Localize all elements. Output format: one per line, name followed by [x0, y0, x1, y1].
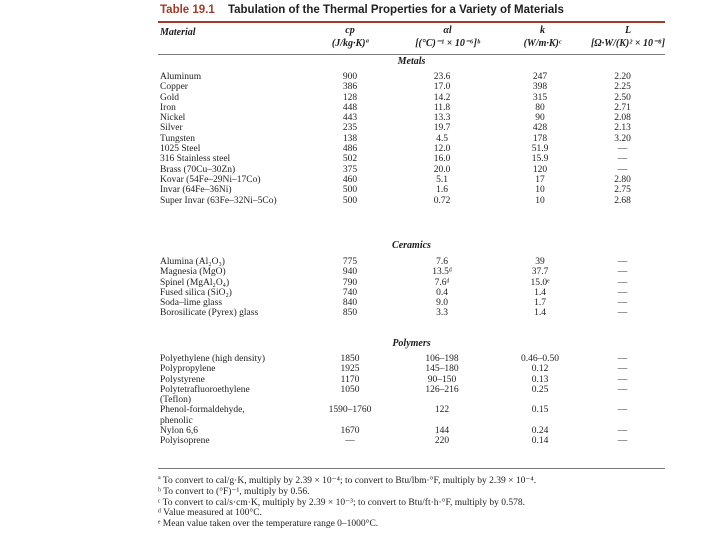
table-row — [160, 354, 665, 364]
table-row — [160, 308, 665, 318]
cell-alpha: 144 — [434, 426, 450, 437]
cell-k: 0.14 — [531, 436, 549, 447]
table-row — [160, 113, 665, 123]
metals-rows — [160, 72, 665, 206]
cell-material: Borosilicate (Pyrex) glass — [160, 308, 259, 319]
cell-cp: 500 — [342, 195, 358, 206]
cell-L: — — [617, 298, 628, 309]
cell-cp: 500 — [342, 185, 358, 196]
cell-k: 1.4 — [534, 287, 546, 298]
header-rule — [158, 54, 665, 55]
table-row — [160, 278, 665, 288]
cell-alpha: 12.0 — [433, 144, 451, 155]
cell-cp: 128 — [342, 92, 358, 103]
footer-rule — [158, 468, 665, 469]
ceramics-rows — [160, 257, 665, 319]
cell-material: Polyethylene (high density) — [160, 354, 266, 364]
cell-alpha: 23.6 — [433, 72, 451, 82]
cell-material: Iron — [160, 102, 176, 113]
cell-material: Alumina (Al₂O₃) — [160, 257, 225, 267]
table-row — [160, 175, 665, 185]
cell-material: (Teflon) — [160, 395, 191, 406]
header-material: Material — [160, 27, 196, 38]
cell-L: — — [617, 364, 628, 375]
cell-material: Silver — [160, 123, 183, 134]
footnote-e: ᵉ Mean value taken over the temperature range 0–1000°C. — [158, 519, 379, 530]
cell-cp: 443 — [342, 113, 358, 124]
cell-cp: 460 — [342, 174, 358, 185]
cell-k: 247 — [532, 72, 548, 82]
cell-L: 2.68 — [614, 195, 631, 206]
cell-L: — — [617, 277, 628, 288]
cell-material: Polypropylene — [160, 364, 216, 375]
cell-cp: 138 — [342, 133, 358, 144]
cell-alpha: 19.7 — [433, 123, 451, 134]
cell-alpha: 16.0 — [433, 154, 451, 165]
cell-alpha: 0.4 — [436, 287, 448, 298]
table-row — [160, 375, 665, 385]
cell-k: 0.12 — [531, 364, 549, 375]
cell-k: 15.0ᵉ — [530, 277, 550, 288]
cell-material: Gold — [160, 92, 179, 103]
cell-cp: 1590–1760 — [328, 405, 372, 416]
cell-material: Polystyrene — [160, 374, 205, 385]
cell-L: — — [617, 257, 628, 267]
cell-L: 2.71 — [614, 102, 631, 113]
table-number: Table 19.1 — [160, 4, 215, 16]
section-metals: Metals — [397, 56, 426, 67]
cell-material: Tungsten — [160, 133, 196, 144]
header-L: L [Ω·W/(K)² × 10⁻⁸] — [590, 25, 666, 49]
cell-cp: — — [345, 436, 355, 447]
cell-k: 428 — [532, 123, 548, 134]
cell-L: — — [617, 405, 628, 416]
footnotes — [158, 476, 678, 530]
cell-material: Magnesia (MgO) — [160, 267, 226, 278]
cell-material: Soda–lime glass — [160, 298, 223, 309]
cell-alpha: 13.5ᵈ — [432, 267, 452, 278]
table-row — [160, 257, 665, 267]
table-row — [160, 416, 665, 426]
cell-k: 17 — [535, 174, 545, 185]
cell-L: — — [617, 154, 628, 165]
cell-L: — — [617, 354, 628, 364]
header-k: k (W/m·K)ᶜ — [523, 25, 562, 49]
cell-cp: 1050 — [340, 384, 360, 395]
cell-material: Polyisoprene — [160, 436, 210, 447]
cell-alpha: 14.2 — [433, 92, 451, 103]
cell-alpha: 106–198 — [425, 354, 459, 364]
table-row — [160, 185, 665, 195]
cell-alpha: 17.0 — [433, 82, 451, 93]
cell-L: 2.80 — [614, 174, 631, 185]
table-caption — [160, 4, 564, 20]
cell-cp: 840 — [342, 298, 358, 309]
cell-alpha: 122 — [434, 405, 450, 416]
cell-alpha: 7.6ᵈ — [434, 277, 450, 288]
table-title: Tabulation of the Thermal Properties for a Variety of Materials — [227, 4, 564, 16]
cell-k: 120 — [532, 164, 548, 175]
cell-k: 315 — [532, 92, 548, 103]
cell-L: 2.08 — [614, 113, 631, 124]
cell-L: — — [617, 144, 628, 155]
table-row — [160, 72, 665, 82]
cell-k: 90 — [535, 113, 545, 124]
cell-L: 2.13 — [614, 123, 631, 134]
cell-cp: 790 — [342, 277, 358, 288]
cell-cp: 375 — [342, 164, 358, 175]
footnote-a: ª To convert to cal/g·K, multiply by 2.39 × 10⁻⁴; to convert to Btu/lbm·°F, multiply by 2.39 × 10⁻⁴. — [158, 476, 537, 486]
cell-L: — — [617, 164, 628, 175]
cell-k: 178 — [532, 133, 548, 144]
cell-material: phenolic — [160, 415, 193, 426]
cell-alpha: 220 — [434, 436, 450, 447]
cell-k: 10 — [535, 185, 545, 196]
cell-alpha: 126–216 — [425, 384, 459, 395]
cell-material: Invar (64Fe–36Ni) — [160, 185, 232, 196]
cell-alpha: 5.1 — [436, 174, 448, 185]
cell-k: 37.7 — [531, 267, 549, 278]
cell-k: 39 — [535, 257, 545, 267]
cell-material: Super Invar (63Fe–32Ni–5Co) — [160, 195, 277, 206]
cell-cp: 940 — [342, 267, 358, 278]
table-row — [160, 288, 665, 298]
cell-k: 1.4 — [534, 308, 546, 319]
cell-cp: 1670 — [340, 426, 360, 437]
table-row — [160, 364, 665, 374]
cell-L: — — [617, 308, 628, 319]
polymers-rows — [160, 354, 665, 447]
cell-cp: 1850 — [340, 354, 360, 364]
table-row — [160, 154, 665, 164]
cell-cp: 1925 — [340, 364, 360, 375]
cell-k: 0.25 — [531, 384, 549, 395]
cell-alpha: 90–150 — [427, 374, 457, 385]
cell-material: Kovar (54Fe–29Ni–17Co) — [160, 174, 261, 185]
cell-cp: 486 — [342, 144, 358, 155]
table-row — [160, 267, 665, 277]
cell-material: Aluminum — [160, 72, 202, 82]
cell-L: — — [617, 374, 628, 385]
cell-cp: 1170 — [340, 374, 360, 385]
cell-material: Spinel (MgAl₂O₄) — [160, 277, 230, 288]
table-row — [160, 405, 665, 415]
cell-cp: 502 — [342, 154, 358, 165]
cell-alpha: 20.0 — [433, 164, 451, 175]
cell-L: 3.20 — [614, 133, 631, 144]
footnote-d: ᵈ Value measured at 100°C. — [158, 508, 262, 519]
cell-alpha: 3.3 — [436, 308, 448, 319]
footnote-c: ᶜ To convert to cal/s·cm·K, multiply by 2.39 × 10⁻³; to convert to Btu/ft·h·°F, multiply by 0.578. — [158, 497, 525, 508]
cell-alpha: 1.6 — [436, 185, 448, 196]
table-row — [160, 436, 665, 446]
cell-alpha: 9.0 — [436, 298, 448, 309]
cell-alpha: 13.3 — [433, 113, 451, 124]
cell-k: 10 — [535, 195, 545, 206]
cell-alpha: 4.5 — [436, 133, 448, 144]
header-alpha: αl [(°C)⁻¹ × 10⁻⁶]ᵇ — [415, 25, 480, 49]
cell-k: 0.15 — [531, 405, 549, 416]
cell-k: 1.7 — [534, 298, 546, 309]
cell-k: 51.9 — [531, 144, 549, 155]
cell-cp: 235 — [342, 123, 358, 134]
cell-L: 2.20 — [614, 72, 631, 82]
cell-k: 0.46–0.50 — [521, 354, 559, 364]
cell-alpha: 11.8 — [433, 102, 451, 113]
cell-material: Phenol-formaldehyde, — [160, 405, 245, 416]
cell-k: 80 — [535, 102, 545, 113]
cell-k: 0.24 — [531, 426, 549, 437]
cell-L: — — [617, 267, 628, 278]
cell-k: 15.9 — [531, 154, 549, 165]
table-row — [160, 82, 665, 92]
table-row — [160, 298, 665, 308]
cell-alpha: 145–180 — [425, 364, 459, 375]
cell-alpha: 0.72 — [433, 195, 451, 206]
footnote-b: ᵇ To convert to (°F)⁻¹, multiply by 0.56. — [158, 486, 310, 497]
section-polymers: Polymers — [392, 338, 431, 349]
cell-material: Brass (70Cu–30Zn) — [160, 164, 236, 175]
cell-cp: 386 — [342, 82, 358, 93]
cell-material: 1025 Steel — [160, 144, 201, 155]
table-row — [160, 103, 665, 113]
table-row — [160, 395, 665, 405]
cell-cp: 740 — [342, 287, 358, 298]
table-row — [160, 426, 665, 436]
section-ceramics: Ceramics — [392, 240, 431, 251]
table-row — [160, 123, 665, 133]
cell-L: 2.25 — [614, 82, 631, 93]
cell-L: 2.50 — [614, 92, 631, 103]
cell-material: Copper — [160, 82, 188, 93]
table-row — [160, 196, 665, 206]
header-cp: cp (J/kg·K)ª — [331, 25, 369, 49]
table-row — [160, 385, 665, 395]
cell-material: Nylon 6,6 — [160, 426, 198, 437]
cell-L: — — [617, 384, 628, 395]
cell-L: — — [617, 436, 628, 447]
cell-cp: 775 — [342, 257, 358, 267]
cell-L: 2.75 — [614, 185, 631, 196]
cell-material: 316 Stainless steel — [160, 154, 231, 165]
table-row — [160, 93, 665, 103]
cell-cp: 850 — [342, 308, 358, 319]
cell-material: Nickel — [160, 113, 186, 124]
caption-rule — [158, 21, 665, 23]
table-row — [160, 144, 665, 154]
cell-cp: 448 — [342, 102, 358, 113]
table-row — [160, 134, 665, 144]
cell-k: 0.13 — [531, 374, 549, 385]
table-row — [160, 165, 665, 175]
cell-L: — — [617, 287, 628, 298]
cell-L: — — [617, 426, 628, 437]
cell-material: Fused silica (SiO₂) — [160, 287, 232, 298]
cell-alpha: 7.6 — [436, 257, 448, 267]
cell-cp: 900 — [342, 72, 358, 82]
cell-k: 398 — [532, 82, 548, 93]
cell-material: Polytetrafluoroethylene — [160, 384, 250, 395]
